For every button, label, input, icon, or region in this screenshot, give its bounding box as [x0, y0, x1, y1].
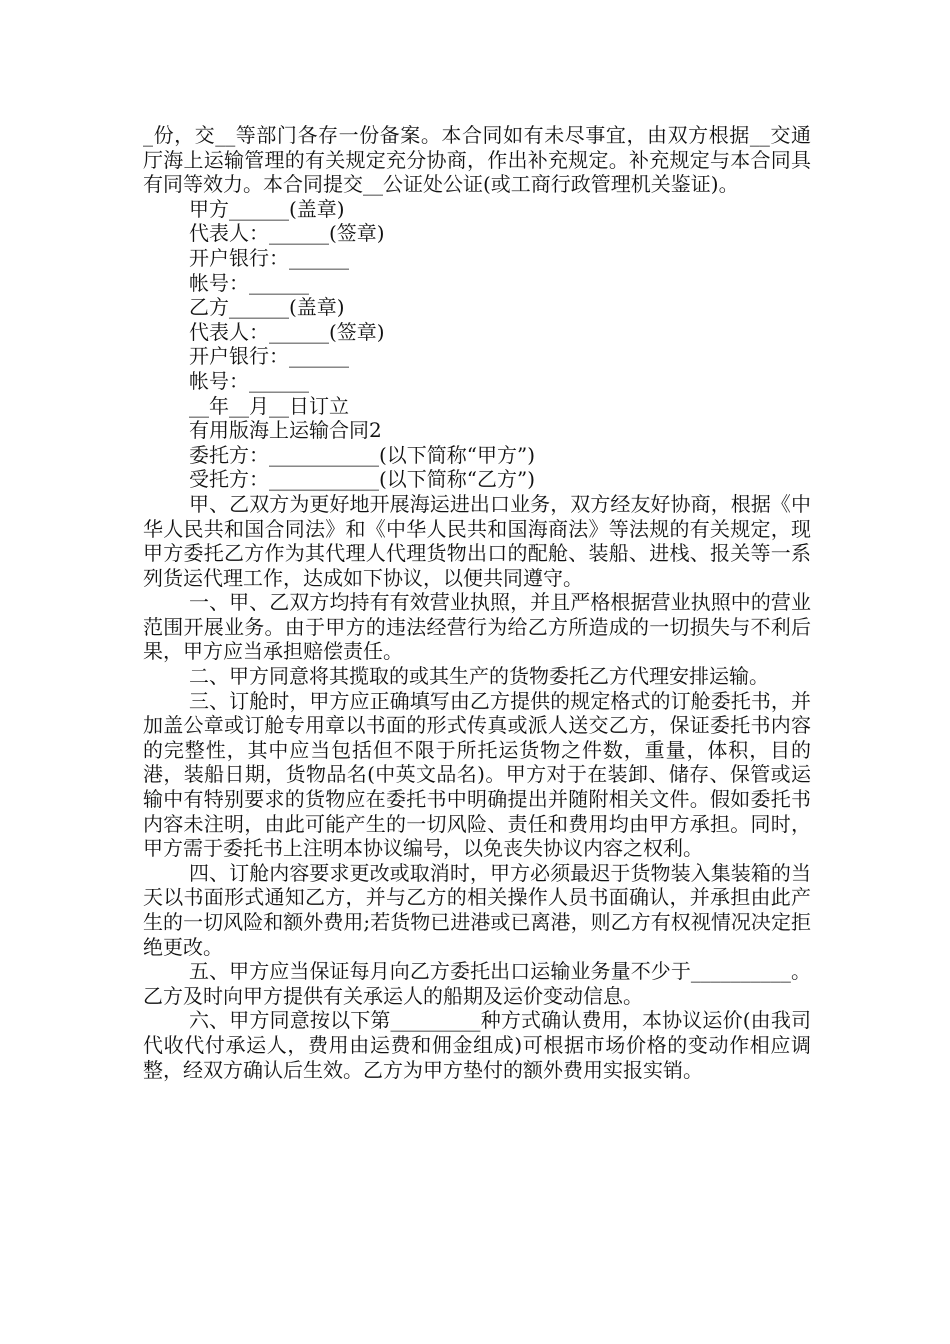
signing-date-line: __年__月__日订立: [189, 393, 349, 418]
clause-1: 一、甲、乙双方均持有有效营业执照，并且严格根据营业执照中的营业范围开展业务。由于甲方的违法经营行为给乙方所造成的一切损失与不利后果，甲方应当承担赔偿责任。: [143, 590, 811, 664]
document-body: [143, 123, 811, 1082]
party-b-representative-line: 代表人：______(签章): [189, 319, 385, 344]
clause-4: 四、订舱内容要求更改或取消时，甲方必须最迟于货物装入集装箱的当天以书面形式通知乙方，并与乙方的相关操作人员书面确认，并承担由此产生的一切风险和额外费用;若货物已进港或已离港，则乙方有权视情况决定拒绝更改。: [143, 860, 811, 959]
party-b-seal-line: 乙方______(盖章): [189, 295, 345, 320]
clause-3: 三、订舱时，甲方应正确填写由乙方提供的规定格式的订舱委托书，并加盖公章或订舱专用章以书面的形式传真或派人送交乙方，保证委托书内容的完整性，其中应当包括但不限于所托运货物之件数，重量，体积，目的港，装船日期，货物品名(中英文品名)。甲方对于在装卸、储存、保管或运输中有特别要求的货物应在委托书中明确提出并随附相关文件。假如委托书内容未注明，由此可能产生的一切风险、责任和费用均由甲方承担。同时，甲方需于委托书上注明本协议编号，以免丧失协议内容之权利。: [143, 688, 811, 861]
party-b-account-line: 帐号：______: [189, 368, 309, 393]
agent-line: 受托方：___________(以下简称“乙方”): [189, 467, 536, 492]
party-a-account-line: 帐号：______: [189, 270, 309, 295]
party-a-bank-line: 开户银行：______: [189, 245, 349, 270]
preamble-paragraph: 甲、乙双方为更好地开展海运进出口业务，双方经友好协商，根据《中华人民共和国合同法》和《中华人民共和国海商法》等法规的有关规定，现甲方委托乙方作为其代理人代理货物出口的配舱、装船、进栈、报关等一系列货运代理工作，达成如下协议，以便共同遵守。: [143, 491, 811, 590]
party-a-representative-line: 代表人：______(签章): [189, 221, 385, 246]
closing-paragraph: _份，交__等部门各存一份备案。本合同如有未尽事宜，由双方根据__交通厅海上运输管理的有关规定充分协商，作出补充规定。补充规定与本合同具有同等效力。本合同提交__公证处公证(或工商行政管理机关鉴证)。: [143, 123, 811, 197]
party-b-bank-line: 开户银行：______: [189, 344, 349, 369]
principal-line: 委托方：___________(以下简称“甲方”): [189, 442, 536, 467]
contract-title: 有用版海上运输合同2: [189, 418, 382, 443]
clause-2: 二、甲方同意将其揽取的或其生产的货物委托乙方代理安排运输。: [189, 664, 769, 689]
party-a-seal-line: 甲方______(盖章): [189, 196, 345, 221]
clause-6: 六、甲方同意按以下第_________种方式确认费用，本协议运价(由我司代收代付承运人，费用由运费和佣金组成)可根据市场价格的变动作相应调整，经双方确认后生效。乙方为甲方垫付的额外费用实报实销。: [143, 1008, 811, 1082]
clause-5: 五、甲方应当保证每月向乙方委托出口运输业务量不少于__________。乙方及时向甲方提供有关承运人的船期及运价变动信息。: [143, 959, 811, 1008]
